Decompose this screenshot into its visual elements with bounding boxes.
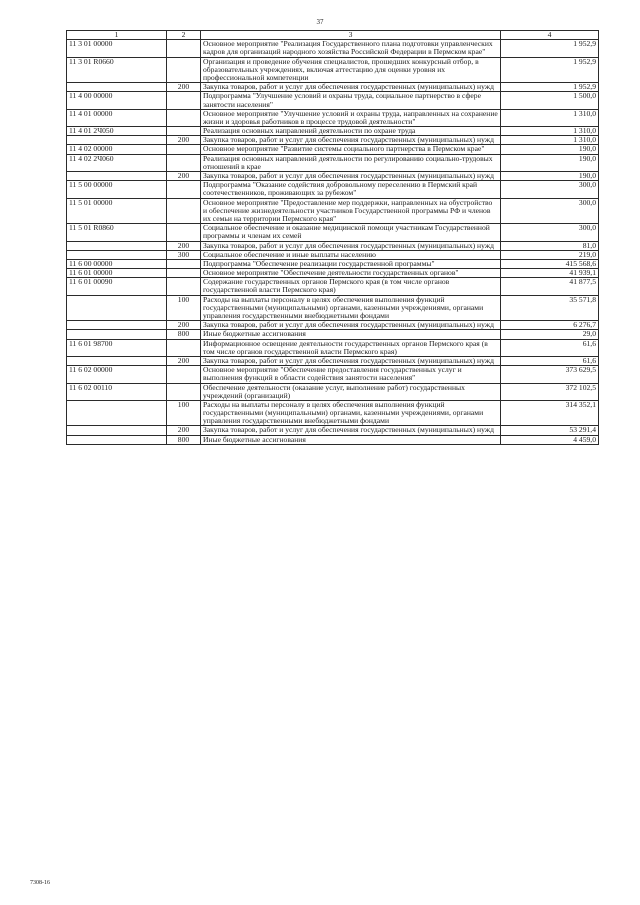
amount-cell: 1 310,0 [501, 127, 599, 136]
table-row [67, 321, 599, 330]
classification-code-cell: 11 6 00 00000 [67, 259, 167, 268]
table-row [67, 198, 599, 224]
expense-type-cell [167, 198, 201, 224]
expense-type-cell [167, 383, 201, 400]
amount-cell: 300,0 [501, 181, 599, 198]
page-number: 37 [316, 18, 324, 26]
item-name-cell: Основное мероприятие "Обеспечение предоставления государственных услуг и выполнения функций в области содействия занятости населения" [201, 366, 501, 383]
amount-cell: 373 629,5 [501, 366, 599, 383]
footer-code: 7308-16 [30, 880, 50, 886]
item-name-cell: Закупка товаров, работ и услуг для обеспечения государственных (муниципальных) нужд [201, 321, 501, 330]
amount-cell: 1 952,9 [501, 83, 599, 92]
amount-cell: 41 877,5 [501, 278, 599, 295]
table-row [67, 250, 599, 259]
table-row [67, 383, 599, 400]
amount-cell: 53 291,4 [501, 426, 599, 435]
table-row [67, 109, 599, 126]
table-row [67, 339, 599, 356]
classification-code-cell: 11 3 01 00000 [67, 40, 167, 57]
expense-type-cell [167, 278, 201, 295]
classification-code-cell: 11 6 02 00000 [67, 366, 167, 383]
item-name-cell: Закупка товаров, работ и услуг для обеспечения государственных (муниципальных) нужд [201, 83, 501, 92]
amount-cell: 4 459,0 [501, 435, 599, 444]
item-name-cell: Организация и проведение обучения специалистов, прошедших конкурсный отбор, в образовательных учреждениях, включая аттестацию для оценки уровня их профессиональной компетенции [201, 57, 501, 83]
amount-cell: 372 102,5 [501, 383, 599, 400]
classification-code-cell: 11 5 01 R0860 [67, 224, 167, 241]
classification-code-cell [67, 250, 167, 259]
amount-cell: 61,6 [501, 356, 599, 365]
amount-cell: 300,0 [501, 198, 599, 224]
header-col-1: 1 [67, 31, 167, 40]
table-row [67, 295, 599, 321]
table-row [67, 181, 599, 198]
budget-table [66, 30, 599, 445]
item-name-cell: Закупка товаров, работ и услуг для обеспечения государственных (муниципальных) нужд [201, 136, 501, 145]
expense-type-cell: 200 [167, 426, 201, 435]
table-row [67, 400, 599, 426]
table-row [67, 330, 599, 339]
item-name-cell: Основное мероприятие "Реализация Государственного плана подготовки управленческих кадров для организаций народного хозяйства Российской Федерации в Пермском крае" [201, 40, 501, 57]
amount-cell: 1 310,0 [501, 109, 599, 126]
expense-type-cell [167, 269, 201, 278]
classification-code-cell: 11 6 01 98700 [67, 339, 167, 356]
classification-code-cell: 11 5 00 00000 [67, 181, 167, 198]
item-name-cell: Основное мероприятие "Обеспечение деятельности государственных органов" [201, 269, 501, 278]
amount-cell: 6 276,7 [501, 321, 599, 330]
expense-type-cell: 200 [167, 241, 201, 250]
header-col-4: 4 [501, 31, 599, 40]
table-row [67, 366, 599, 383]
item-name-cell: Основное мероприятие "Развитие системы социального партнерства в Пермском крае" [201, 145, 501, 154]
expense-type-cell: 200 [167, 321, 201, 330]
classification-code-cell: 11 4 01 2Ч050 [67, 127, 167, 136]
item-name-cell: Информационное освещение деятельности государственных органов Пермского края (в том числе органов государственной власти Пермского края) [201, 339, 501, 356]
amount-cell: 190,0 [501, 154, 599, 171]
expense-type-cell [167, 145, 201, 154]
item-name-cell: Подпрограмма "Обеспечение реализации государственной программы" [201, 259, 501, 268]
header-col-3: 3 [201, 31, 501, 40]
table-row [67, 224, 599, 241]
amount-cell: 1 500,0 [501, 92, 599, 109]
classification-code-cell [67, 321, 167, 330]
item-name-cell: Основное мероприятие "Предоставление мер поддержки, направленных на обустройство и обеспечение жизнедеятельности участников Государственной программы РФ и членов их семьи на территории Пермского края" [201, 198, 501, 224]
expense-type-cell: 100 [167, 400, 201, 426]
expense-type-cell: 800 [167, 330, 201, 339]
item-name-cell: Социальное обеспечение и оказание медицинской помощи участникам Государственной программы и членам их семей [201, 224, 501, 241]
amount-cell: 81,0 [501, 241, 599, 250]
expense-type-cell [167, 92, 201, 109]
header-col-2: 2 [167, 31, 201, 40]
classification-code-cell: 11 6 01 00090 [67, 278, 167, 295]
classification-code-cell: 11 4 01 00000 [67, 109, 167, 126]
expense-type-cell [167, 154, 201, 171]
classification-code-cell: 11 4 00 00000 [67, 92, 167, 109]
classification-code-cell: 11 5 01 00000 [67, 198, 167, 224]
expense-type-cell [167, 339, 201, 356]
item-name-cell: Закупка товаров, работ и услуг для обеспечения государственных (муниципальных) нужд [201, 241, 501, 250]
item-name-cell: Расходы на выплаты персоналу в целях обеспечения выполнения функций государственными (муниципальными) органами, казенными учреждениями, органами управления государственными внебюджетными фондами [201, 400, 501, 426]
amount-cell: 35 571,8 [501, 295, 599, 321]
classification-code-cell [67, 241, 167, 250]
expense-type-cell: 800 [167, 435, 201, 444]
classification-code-cell [67, 435, 167, 444]
item-name-cell: Подпрограмма "Улучшение условий и охраны труда, социальное партнерство в сфере занятости населения" [201, 92, 501, 109]
item-name-cell: Иные бюджетные ассигнования [201, 435, 501, 444]
item-name-cell: Подпрограмма "Оказание содействия добровольному переселению в Пермский край соотечественников, проживающих за рубежом" [201, 181, 501, 198]
expense-type-cell [167, 366, 201, 383]
expense-type-cell: 300 [167, 250, 201, 259]
classification-code-cell: 11 4 02 00000 [67, 145, 167, 154]
item-name-cell: Закупка товаров, работ и услуг для обеспечения государственных (муниципальных) нужд [201, 172, 501, 181]
expense-type-cell: 100 [167, 295, 201, 321]
table-row [67, 145, 599, 154]
expense-type-cell [167, 259, 201, 268]
table-row [67, 241, 599, 250]
item-name-cell: Реализация основных направлений деятельности по охране труда [201, 127, 501, 136]
amount-cell: 1 952,9 [501, 57, 599, 83]
table-row [67, 154, 599, 171]
item-name-cell: Реализация основных направлений деятельности по регулированию социально-трудовых отношений в крае [201, 154, 501, 171]
amount-cell: 314 352,1 [501, 400, 599, 426]
table-body [67, 40, 599, 445]
item-name-cell: Иные бюджетные ассигнования [201, 330, 501, 339]
classification-code-cell: 11 6 01 00000 [67, 269, 167, 278]
expense-type-cell: 200 [167, 172, 201, 181]
expense-type-cell [167, 40, 201, 57]
expense-type-cell [167, 57, 201, 83]
table-row [67, 278, 599, 295]
classification-code-cell: 11 6 02 00110 [67, 383, 167, 400]
classification-code-cell [67, 426, 167, 435]
amount-cell: 190,0 [501, 145, 599, 154]
classification-code-cell [67, 295, 167, 321]
amount-cell: 61,6 [501, 339, 599, 356]
table-row [67, 435, 599, 444]
table-row [67, 426, 599, 435]
table-row [67, 92, 599, 109]
item-name-cell: Закупка товаров, работ и услуг для обеспечения государственных (муниципальных) нужд [201, 356, 501, 365]
amount-cell: 190,0 [501, 172, 599, 181]
item-name-cell: Содержание государственных органов Пермского края (в том числе органов государственной власти Пермского края) [201, 278, 501, 295]
amount-cell: 1 310,0 [501, 136, 599, 145]
amount-cell: 219,0 [501, 250, 599, 259]
table-row [67, 40, 599, 57]
expense-type-cell: 200 [167, 356, 201, 365]
item-name-cell: Расходы на выплаты персоналу в целях обеспечения выполнения функций государственными (муниципальными) органами, казенными учреждениями, органами управления государственными внебюджетными фондами [201, 295, 501, 321]
expense-type-cell: 200 [167, 83, 201, 92]
item-name-cell: Социальное обеспечение и иные выплаты населению [201, 250, 501, 259]
classification-code-cell [67, 330, 167, 339]
expense-type-cell: 200 [167, 136, 201, 145]
classification-code-cell [67, 400, 167, 426]
classification-code-cell: 11 4 02 2Ч060 [67, 154, 167, 171]
item-name-cell: Обеспечение деятельности (оказание услуг, выполнение работ) государственных учреждений (организаций) [201, 383, 501, 400]
expense-type-cell [167, 109, 201, 126]
amount-cell: 415 568,6 [501, 259, 599, 268]
classification-code-cell: 11 3 01 R0660 [67, 57, 167, 83]
amount-cell: 300,0 [501, 224, 599, 241]
amount-cell: 29,0 [501, 330, 599, 339]
table-row [67, 57, 599, 83]
amount-cell: 41 939,1 [501, 269, 599, 278]
expense-type-cell [167, 181, 201, 198]
item-name-cell: Основное мероприятие "Улучшение условий и охраны труда, направленных на сохранение жизни и здоровья работников в процессе трудовой деятельности" [201, 109, 501, 126]
item-name-cell: Закупка товаров, работ и услуг для обеспечения государственных (муниципальных) нужд [201, 426, 501, 435]
amount-cell: 1 952,9 [501, 40, 599, 57]
expense-type-cell [167, 224, 201, 241]
